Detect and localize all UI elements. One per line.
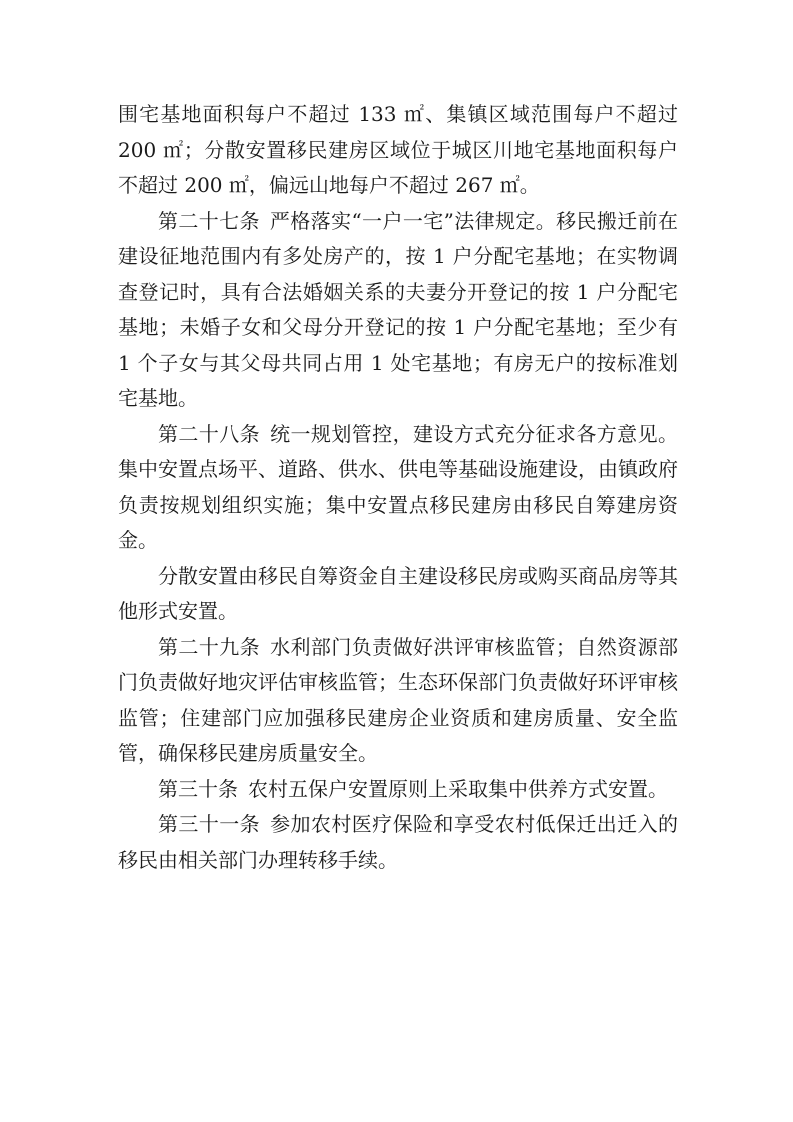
article-title: 第二十八条: [158, 421, 261, 446]
article-text: 参加农村医疗保险和享受农村低保迁出迁入的移民由相关部门办理转移手续。: [118, 812, 679, 872]
article-title: 第二十七条: [158, 208, 260, 233]
article-text: 水利部门负责做好洪评审核监管；自然资源部门负责做好地灾评估审核监管；生态环保部门负责做好环评审核监管；住建部门应加强移民建房企业资质和建房质量、安全监管，确保移民建房质量安全。: [118, 634, 679, 765]
article-27: [118, 204, 678, 417]
article-29: [118, 630, 678, 772]
article-title: 第三十一条: [158, 812, 261, 836]
article-text: 严格落实“一户一宅”法律规定。移民搬迁前在建设征地范围内有多处房产的，按 1 户分配宅基地；在实物调查登记时，具有合法婚姻关系的夫妻分开登记的按 1 户分配宅基地；未婚子女和父母分开登记的按 1 户分配宅基地；至少有 1 个子女与其父母共同占用 1 处宅基地；有房无户的按标准划宅基地。: [118, 208, 679, 410]
article-28: [118, 417, 678, 559]
paragraph-scattered-resettlement: [118, 559, 678, 630]
paragraph-continuation: [118, 97, 678, 204]
article-31: [118, 807, 678, 878]
article-title: 第三十条: [158, 776, 238, 801]
paragraph-text: 围宅基地面积每户不超过 133 ㎡、集镇区域范围每户不超过 200 ㎡；分散安置移民建房区域位于城区川地宅基地面积每户不超过 200 ㎡，偏远山地每户不超过 267 ㎡。: [118, 102, 678, 197]
article-30: [118, 772, 678, 808]
article-text: 农村五保户安置原则上采取集中供养方式安置。: [248, 776, 668, 801]
paragraph-text: 分散安置由移民自筹资金自主建设移民房或购买商品房等其他形式安置。: [118, 563, 678, 623]
article-title: 第二十九条: [158, 634, 261, 659]
document-body: [118, 97, 678, 878]
article-text: 统一规划管控，建设方式充分征求各方意见。集中安置点场平、道路、供水、供电等基础设施建设，由镇政府负责按规划组织实施；集中安置点移民建房由移民自筹建房资金。: [118, 421, 679, 552]
